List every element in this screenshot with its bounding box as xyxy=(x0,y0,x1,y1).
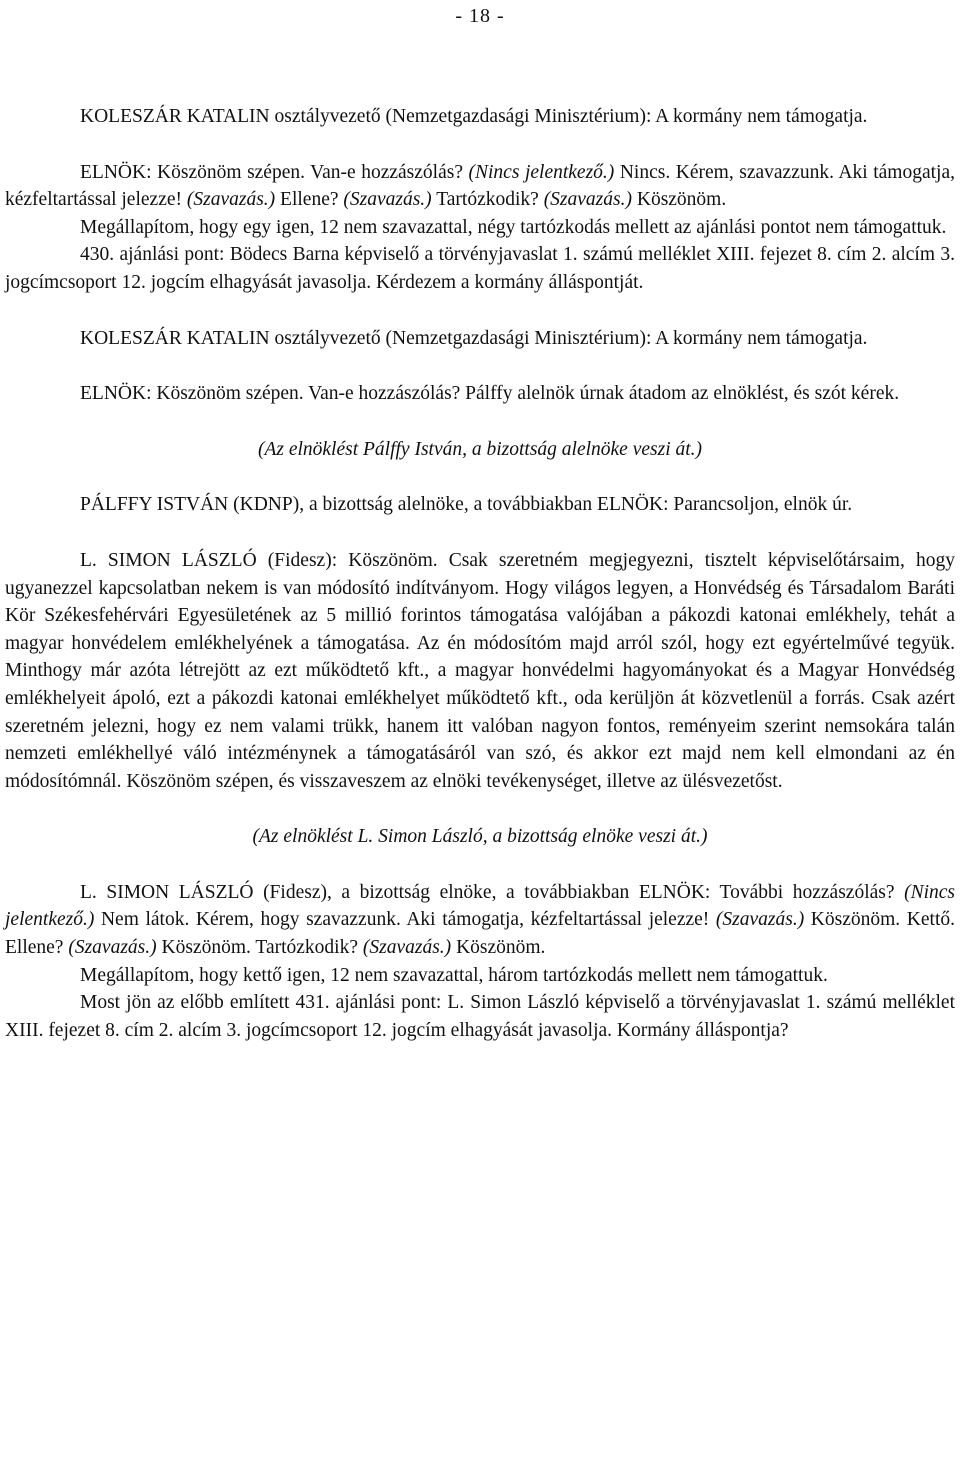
stage-direction: (Nincs jelentkező.) xyxy=(5,881,955,931)
paragraph-l-simon-speech xyxy=(5,547,955,795)
page-number: - 18 - xyxy=(455,5,505,27)
paragraph-text: Megállapítom, hogy kettő igen, 12 nem szavazattal, három tartózkodás mellett nem támogattuk. xyxy=(80,964,828,986)
stage-direction: (Szavazás.) xyxy=(186,189,276,211)
paragraph-elnok-vote-2 xyxy=(5,879,955,962)
stage-direction: (Szavazás.) xyxy=(543,189,632,211)
paragraph-result-2 xyxy=(5,962,955,990)
paragraph-elnok-vote-1 xyxy=(5,159,955,214)
stage-direction: (Szavazás.) xyxy=(343,189,432,211)
stage-direction: (Szavazás.) xyxy=(68,937,157,959)
stage-direction: (Szavazás.) xyxy=(362,937,452,959)
paragraph-text: Nincs. Kérem, szavazzunk. Aki támogatja, kézfeltartással jelezze! xyxy=(5,161,955,211)
stage-direction: (Nincs jelentkező.) xyxy=(468,161,615,183)
document-page xyxy=(5,0,955,1044)
paragraph-text: Köszönöm. xyxy=(631,189,727,211)
stage-direction: (Szavazás.) xyxy=(715,909,805,931)
paragraph-text: Nem látok. Kérem, hogy szavazzunk. Aki támogatja, kézfeltartással jelezze! xyxy=(94,909,716,931)
paragraph-text: Megállapítom, hogy egy igen, 12 nem szavazattal, négy tartózkodás mellett az ajánlási pontot nem támogattuk. xyxy=(80,216,947,238)
paragraph-text: ELNÖK: Köszönöm szépen. Van-e hozzászólás? Pálffy alelnök úrnak átadom az elnöklést, és szót kérek. xyxy=(80,383,900,405)
paragraph-text: L. SIMON LÁSZLÓ (Fidesz), a bizottság elnöke, a továbbiakban ELNÖK: További hozzászólás? xyxy=(80,881,905,903)
paragraph-text: Köszönöm. xyxy=(451,937,546,959)
paragraph-text: Köszönöm. Kettő. Ellene? xyxy=(5,909,955,959)
paragraph-point-431 xyxy=(5,989,955,1044)
paragraph-result-1 xyxy=(5,214,955,242)
paragraph-point-430 xyxy=(5,241,955,296)
paragraph-text: 430. ajánlási pont: Bödecs Barna képviselő a törvényjavaslat 1. számú melléklet XIII. fejezet 8. cím 2. alcím 3. jogcímcsoport 12. jogcím elhagyását javasolja. Kérdezem a kormány álláspontját. xyxy=(5,244,955,293)
paragraph-text: Ellene? xyxy=(275,189,344,211)
paragraph-chair-change-2 xyxy=(5,823,955,851)
paragraph-elnok-handover xyxy=(5,380,955,408)
paragraph-koleszar-2 xyxy=(5,325,955,353)
paragraph-text: L. SIMON LÁSZLÓ (Fidesz): Köszönöm. Csak szeretném megjegyezni, tisztelt képviselőtársaim, hogy ugyanezzel kapcsolatban nekem is van módosító indítványom. Hogy világos legyen, a Honvédség és Társadalom Baráti Kör Székesfehérvári Egyesületének az 5 millió forintos támogatása valójában a pákozdi katonai emlékhely, tehát a magyar honvédelem emlékhelyének a támogatása. Az én módosítóm majd arról szól, hogy ezt egyértelművé tegyük. Minthogy már azóta létrejött az ezt működtető kft., a magyar honvédelmi hagyományokat és a Magyar Honvédség emlékhelyeit ápoló, ezt a pákozdi katonai emlékhelyet működtető kft., oda kerüljön át közvetlenül a forrás. Csak azért szeretném jelezni, hogy ez nem valami trükk, hanem itt valóban nagyon fontos, reményeim szerint nemsokára talán nemzeti emlékhellyé váló intézménynek a támogatásáról van szó, és akkor ezt majd nem kell elmondani az én módosítómnál. Köszönöm szépen, és visszaveszem az elnöki tevékenységet, illetve az ülésvezetőst. xyxy=(5,549,955,792)
paragraph-koleszar-1 xyxy=(5,103,955,131)
paragraph-chair-change-1 xyxy=(5,436,955,464)
stage-direction: (Az elnöklést Pálffy István, a bizottság alelnöke veszi át.) xyxy=(257,438,703,460)
paragraph-text: Köszönöm. Tartózkodik? xyxy=(156,937,363,959)
paragraph-text: Most jön az előbb említett 431. ajánlási pont: L. Simon László képviselő a törvényjavaslat 1. számú melléklet XIII. fejezet 8. cím 2. alcím 3. jogcímcsoport 12. jogcím elhagyását javasolja. Kormány álláspontja? xyxy=(5,992,955,1041)
paragraph-text: PÁLFFY ISTVÁN (KDNP), a bizottság alelnöke, a továbbiakban ELNÖK: Parancsoljon, elnök úr. xyxy=(80,494,853,516)
paragraph-text: KOLESZÁR KATALIN osztályvezető (Nemzetgazdasági Minisztérium): A kormány nem támogatja. xyxy=(80,327,868,349)
paragraph-text: Tartózkodik? xyxy=(431,189,544,211)
paragraph-text: KOLESZÁR KATALIN osztályvezető (Nemzetgazdasági Minisztérium): A kormány nem támogatja. xyxy=(80,106,868,127)
paragraph-text: ELNÖK: Köszönöm szépen. Van-e hozzászólás? xyxy=(80,161,469,183)
stage-direction: (Az elnöklést L. Simon László, a bizottság elnöke veszi át.) xyxy=(252,826,708,848)
paragraph-palffy xyxy=(5,491,955,519)
